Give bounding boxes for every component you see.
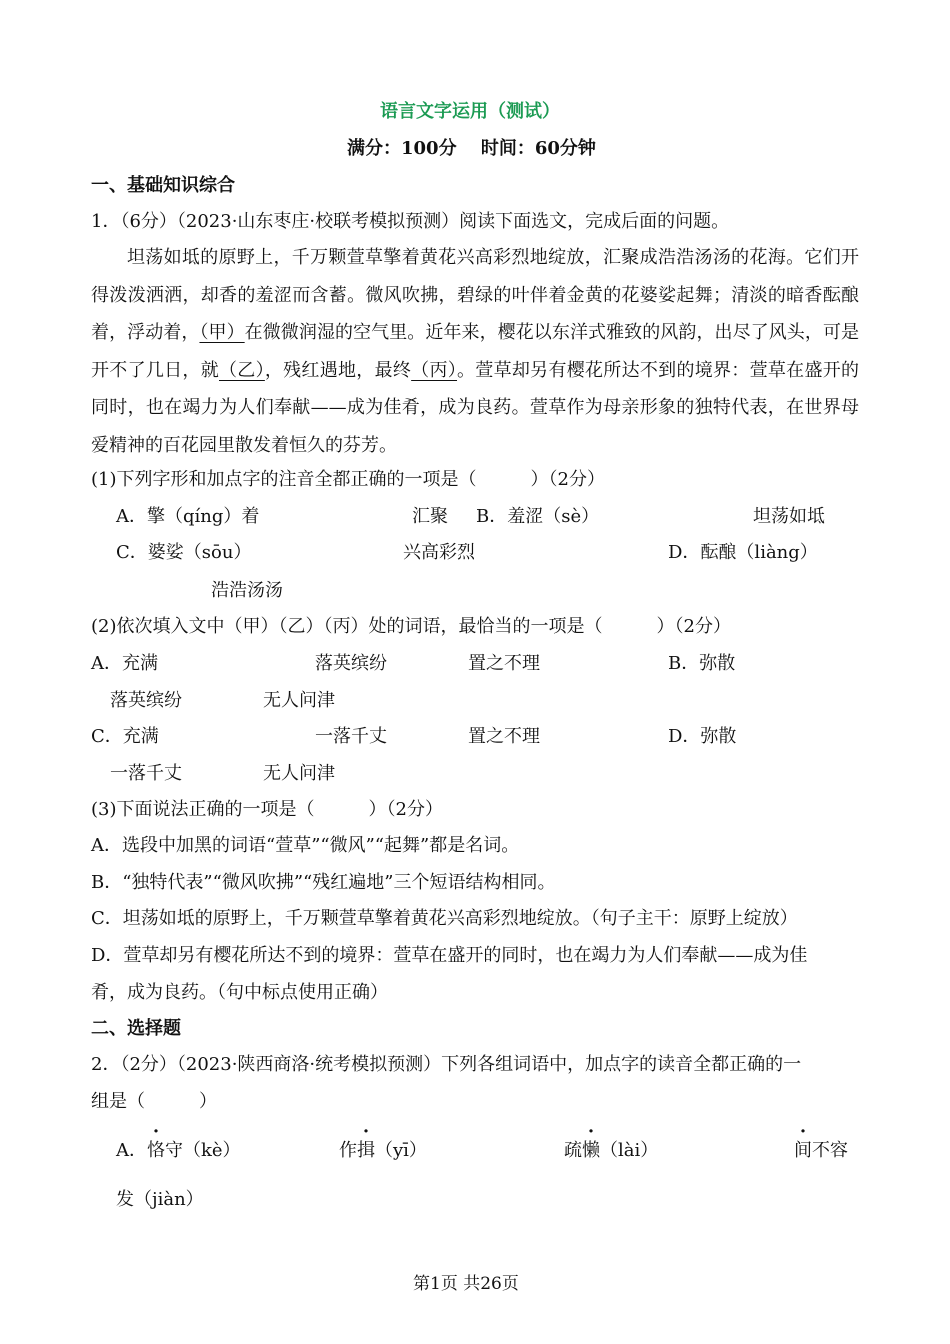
sub2-option-b-3: 无人问津: [263, 690, 335, 711]
sub2-option-a-3: 置之不理: [468, 653, 540, 674]
q2-option-b-char1: 作: [339, 1140, 357, 1161]
q2-option-c-char1: 疏: [564, 1140, 582, 1161]
sub2-option-d-3: 无人问津: [263, 763, 335, 784]
sub2-option-c-1: C．充满: [91, 726, 159, 747]
sub1-option-d: D．酝酿（liàng）: [668, 542, 818, 563]
passage-text-4: 。萱草却另有樱花所达不到的境界：萱草在盛开的同时，也在竭力为人们奉献——成为佳肴，成为良药。萱草作为母亲形象的独特代表，在世界母爱精神的百花园里散发着恒久的芬芳。: [91, 359, 860, 456]
reading-passage: [91, 239, 859, 464]
question-1-stem: 1．（6分）（2023·山东枣庄·校联考模拟预测）阅读下面选文，完成后面的问题。: [91, 211, 730, 232]
sub-question-3-stem: (3)下面说法正确的一项是（ ）（2分）: [91, 799, 443, 820]
q2-option-a-dotted-char: 恪: [147, 1140, 165, 1161]
sub2-option-c-2: 一落千丈: [315, 726, 387, 747]
question-2-stem-line1: 2．（2分）（2023·陕西商洛·统考模拟预测）下列各组词语中，加点字的读音全都正确的一: [91, 1054, 802, 1075]
q2-option-d: [794, 1139, 848, 1163]
q2-option-d-rest: 不容: [812, 1140, 848, 1161]
page-title: 语言文字运用（测试）: [380, 101, 560, 122]
sub3-option-b: B．“独特代表”“微风吹拂”“残红遍地”三个短语结构相同。: [91, 872, 556, 893]
q2-option-a: [116, 1139, 241, 1163]
sub1-option-a-word: 汇聚: [412, 506, 448, 527]
q2-option-b: [339, 1139, 427, 1163]
passage-text-3: ，残红遇地，最终: [264, 359, 412, 381]
passage-text-1: 坦荡如坻的原野上，千万颗萱草擎着黄花兴高彩烈地绽放，汇聚成浩浩汤汤的花海。它们开得泼泼洒洒，却香的羞涩而含蓄。微风吹拂，碧绿的叶伴着金黄的花婆娑起舞；清淡的暗香酝酿着，浮动着，: [91, 247, 859, 343]
sub-question-1-stem: (1)下列字形和加点字的注音全都正确的一项是（ ）（2分）: [91, 469, 605, 490]
sub3-option-d-line1: D．萱草却另有樱花所达不到的境界：萱草在盛开的同时，也在竭力为人们奉献——成为佳: [91, 945, 808, 966]
q2-option-d-line2: 发（jiàn）: [116, 1189, 204, 1210]
q2-option-c-dotted-char: 懒: [582, 1140, 600, 1161]
q2-option-a-rest: 守（kè）: [165, 1140, 241, 1161]
sub2-option-b-2: 落英缤纷: [110, 690, 182, 711]
sub1-option-b: B．羞涩（sè）: [476, 506, 600, 527]
sub1-option-b-word: 坦荡如坻: [753, 506, 825, 527]
sub2-option-a-1: A．充满: [91, 653, 158, 674]
sub1-option-d-word: 浩浩汤汤: [211, 580, 283, 601]
sub-question-2-stem: (2)依次填入文中（甲）（乙）（丙）处的词语，最恰当的一项是（ ）（2分）: [91, 616, 731, 637]
q2-option-d-dotted-char: 间: [794, 1140, 812, 1161]
passage-text-2: 在微微润湿的空气里。近年来，樱花以东洋式雅致的风韵，出尽了风头，可是开不了几日，就: [91, 322, 860, 381]
question-2-stem-line2: 组是（ ）: [91, 1091, 217, 1112]
q2-option-a-label: A．: [116, 1140, 147, 1161]
q2-option-b-pinyin: （yī）: [375, 1140, 427, 1161]
sub3-option-a: A．选段中加黑的词语“萱草”“微风”“起舞”都是名词。: [91, 835, 520, 856]
blank-jia: （甲）: [199, 322, 245, 343]
q2-option-c: [564, 1139, 658, 1163]
sub1-option-c-word: 兴高彩烈: [403, 542, 475, 563]
section-heading-1: 一、基础知识综合: [91, 175, 235, 196]
exam-meta: 满分：100分 时间：60分钟: [347, 138, 596, 159]
sub2-option-c-3: 置之不理: [468, 726, 540, 747]
section-heading-2: 二、选择题: [91, 1018, 181, 1039]
page-footer: 第1页 共26页: [413, 1274, 519, 1294]
sub2-option-d-1: D．弥散: [668, 726, 737, 747]
sub2-option-b-1: B．弥散: [668, 653, 736, 674]
sub2-option-d-2: 一落千丈: [110, 763, 182, 784]
sub1-option-a: A．擎（qíng）着: [116, 506, 260, 527]
q2-option-b-dotted-char: 揖: [357, 1140, 375, 1161]
q2-option-c-pinyin: （lài）: [600, 1140, 659, 1161]
blank-bing: （丙）: [411, 359, 458, 381]
sub2-option-a-2: 落英缤纷: [315, 653, 387, 674]
sub3-option-d-line2: 肴，成为良药。（句中标点使用正确）: [91, 982, 388, 1003]
blank-yi: （乙）: [219, 359, 265, 381]
sub1-option-c: C．婆娑（sōu）: [116, 542, 252, 563]
sub3-option-c: C．坦荡如坻的原野上，千万颗萱草擎着黄花兴高彩烈地绽放。（句子主干：原野上绽放）: [91, 908, 798, 929]
